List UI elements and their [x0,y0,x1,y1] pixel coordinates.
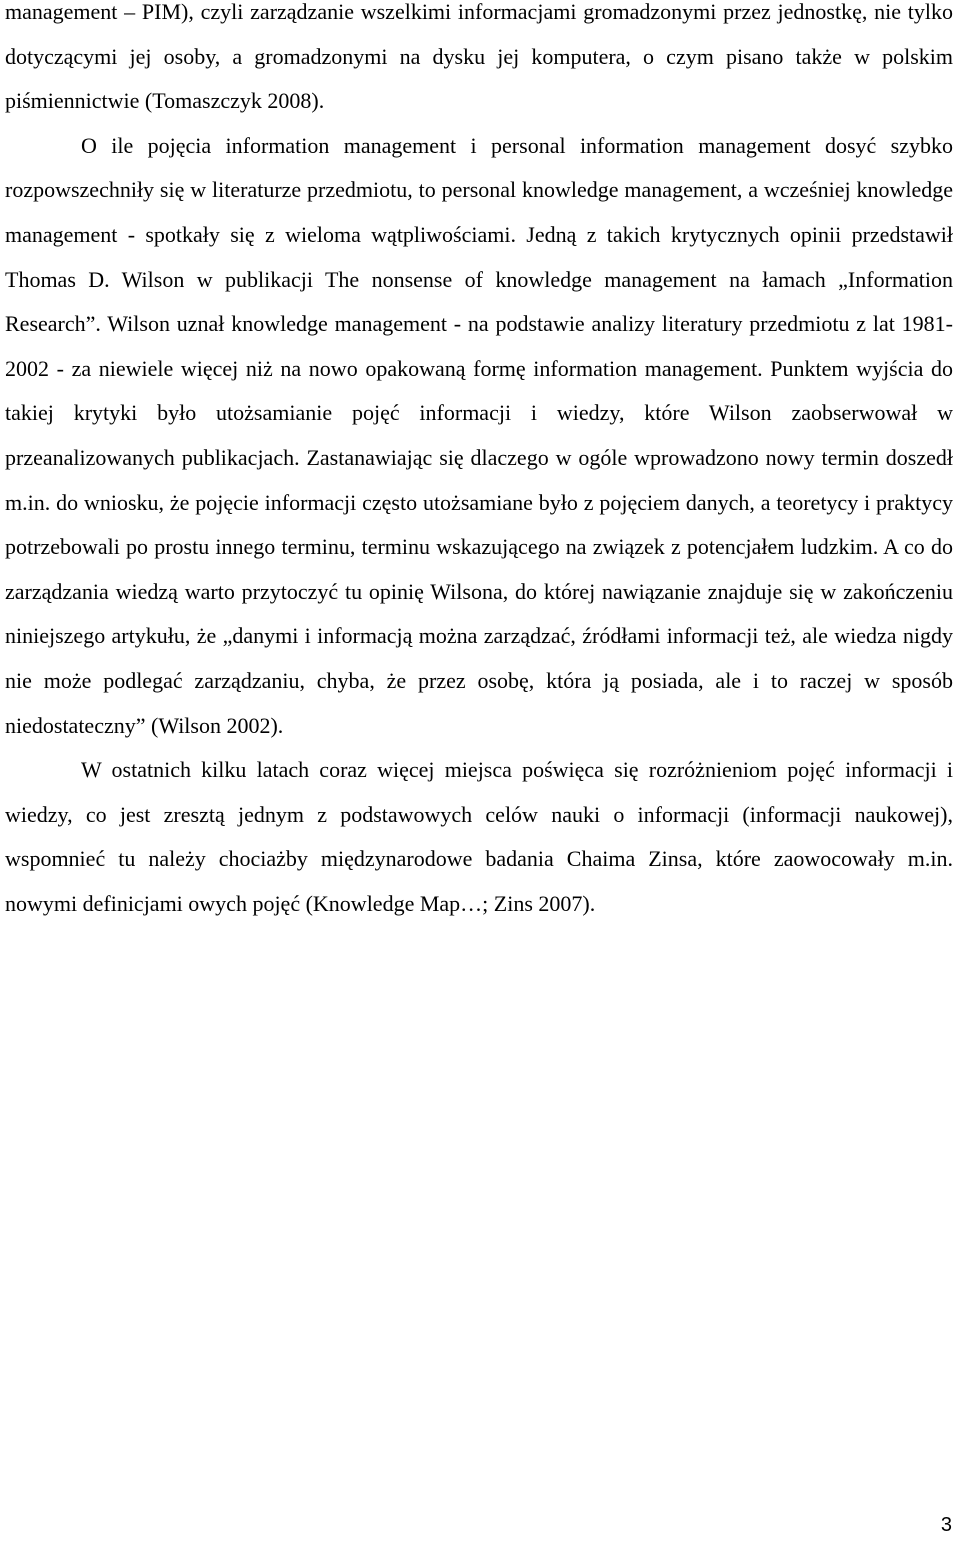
body-text [5,0,953,926]
paragraph-3: W ostatnich kilku latach coraz więcej miejsca poświęca się rozróżnieniom pojęć informacji i wiedzy, co jest zresztą jednym z podstawowych celów nauki o informacji (informacji naukowej), wspomnieć tu należy chociażby międzynarodowe badania Chaima Zinsa, które zaowocowały m.in. nowymi definicjami owych pojęć (Knowledge Map…; Zins 2007). [5,757,953,916]
paragraph-1: management – PIM), czyli zarządzanie wszelkimi informacjami gromadzonymi przez jednostkę, nie tylko dotyczącymi jej osoby, a gromadzonymi na dysku jej komputera, o czym pisano także w polskim piśmiennictwie (Tomaszczyk 2008). [5,0,953,114]
page-number: 3 [940,1514,952,1536]
paragraph-2: O ile pojęcia information management i personal information management dosyć szybko rozpowszechniły się w literaturze przedmiotu, to personal knowledge management, a wcześniej knowledge management - spotkały się z wieloma wątpliwościami. Jedną z takich krytycznych opinii przedstawił Thomas D. Wilson w publikacji The nonsense of knowledge management na łamach „Information Research”. Wilson uznał knowledge management - na podstawie analizy literatury przedmiotu z lat 1981-2002 - za niewiele więcej niż na nowo opakowaną formę information management. Punktem wyjścia do takiej krytyki było utożsamianie pojęć informacji i wiedzy, które Wilson zaobserwował w przeanalizowanych publikacjach. Zastanawiając się dlaczego w ogóle wprowadzono nowy termin doszedł m.in. do wniosku, że pojęcie informacji często utożsamiane było z pojęciem danych, a teoretycy i praktycy potrzebowali po prostu innego terminu, terminu wskazującego na związek z potencjałem ludzkim. A co do zarządzania wiedzą warto przytoczyć tu opinię Wilsona, do której nawiązanie znajduje się w zakończeniu niniejszego artykułu, że „danymi i informacją można zarządzać, źródłami informacji też, ale wiedza nigdy nie może podlegać zarządzaniu, chyba, że przez osobę, która ją posiada, ale i to raczej w sposób niedostateczny” (Wilson 2002). [5,132,953,738]
